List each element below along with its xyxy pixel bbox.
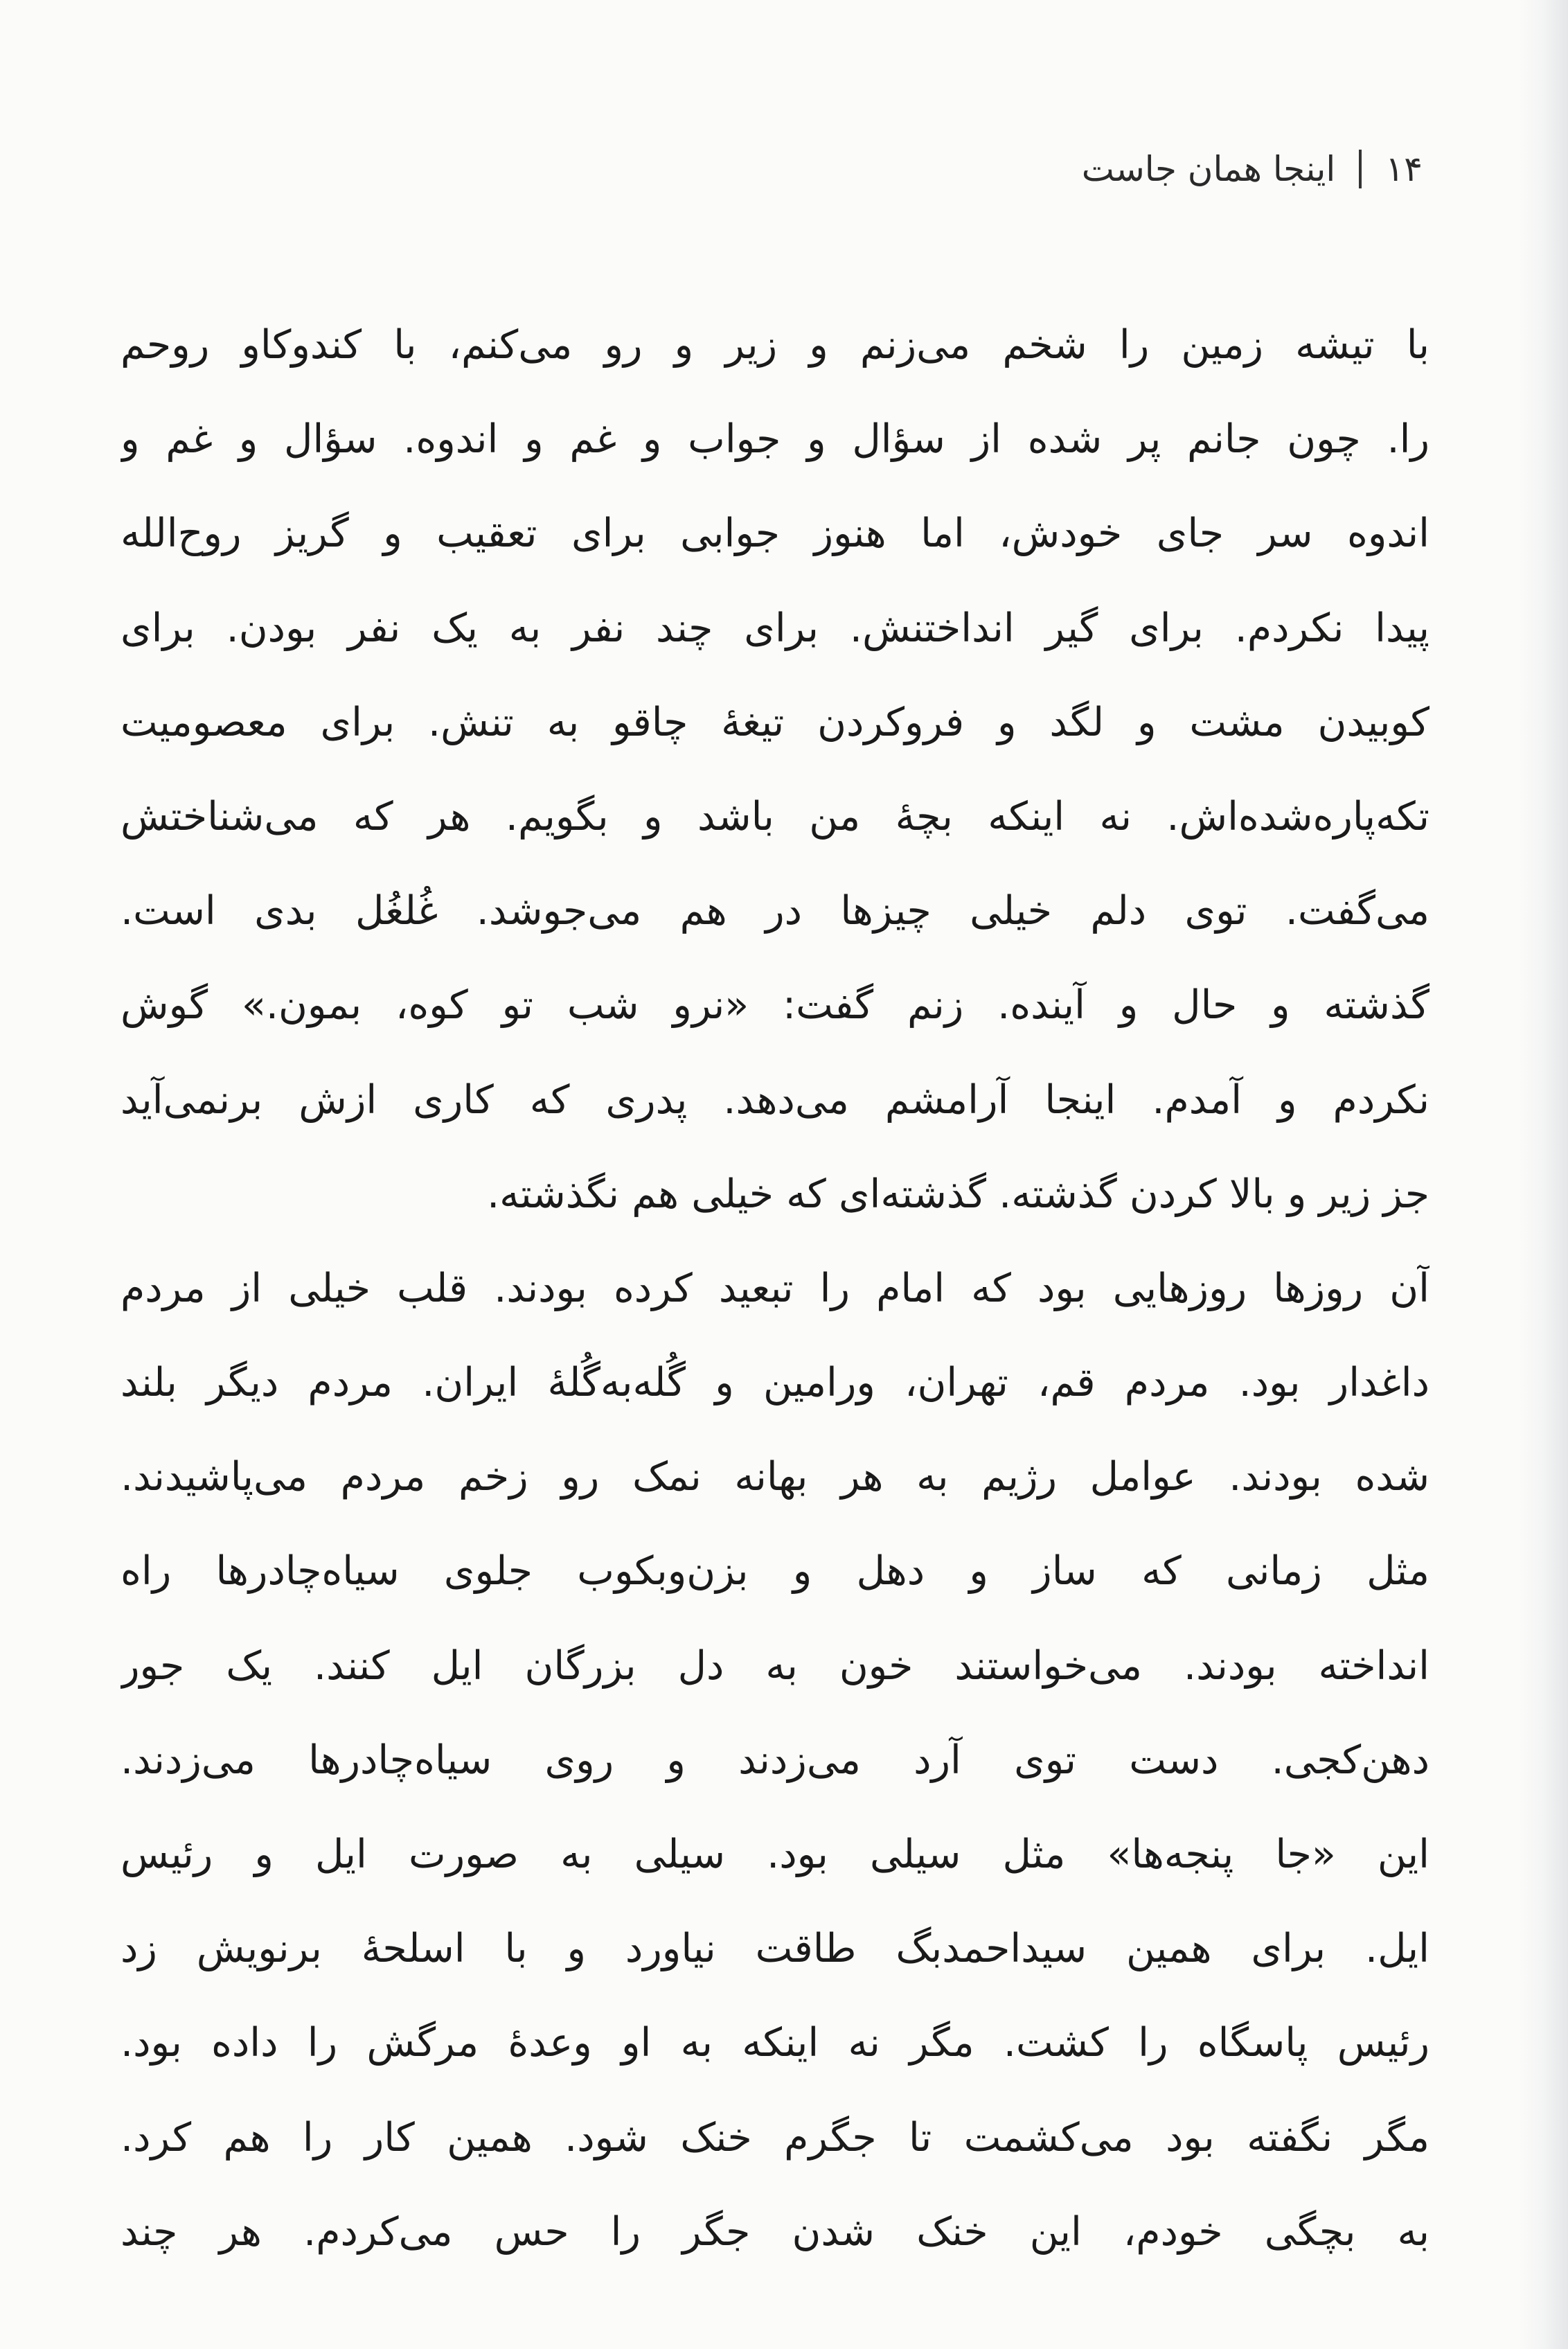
text-line: تکه‌پاره‌شده‌اش. نه اینکه بچهٔ من باشد و بگویم. هر که می‌شناختش (121, 793, 1429, 840)
text-line: دهن‌کجی. دست توی آرد می‌زدند و روی سیاه‌چادرها می‌زدند. (121, 1737, 1429, 1783)
text-line: ایل. برای همین سیداحمدبگ طاقت نیاورد و با اسلحهٔ برنویش زد (121, 1926, 1429, 1972)
text-line: مثل زمانی که ساز و دهل و بزن‌وبکوب جلوی سیاه‌چادرها راه (121, 1548, 1429, 1595)
text-line: کوبیدن مشت و لگد و فروکردن تیغهٔ چاقو به تنش. برای معصومیت (121, 699, 1429, 745)
text-line: می‌گفت. توی دلم خیلی چیزها در هم می‌جوشد. غُلغُل بدی است. (121, 888, 1429, 934)
text-line: این «جا پنجه‌ها» مثل سیلی بود. سیلی به صورت ایل و رئیس (121, 1832, 1429, 1877)
text-line: گذشته و حال و آینده. زنم گفت: «نرو شب تو کوه، بمون.» گوش (121, 982, 1429, 1029)
page-edge-shadow (1520, 0, 1568, 2349)
text-line: مگر نگفته بود می‌کشمت تا جگرم خنک شود. همین کار را هم کرد. (121, 2114, 1429, 2161)
text-line: رئیس پاسگاه را کشت. مگر نه اینکه به او وعدهٔ مرگش را داده بود. (121, 2020, 1429, 2066)
text-line: را. چون جانم پر شده از سؤال و جواب و غم و اندوه. سؤال و غم و (121, 416, 1429, 463)
text-line: به بچگی خودم، این خنک شدن جگر را حس می‌کردم. هر چند (121, 2208, 1429, 2255)
page-number: ۱۴ (1385, 149, 1423, 189)
body-text (121, 298, 1429, 2279)
text-line: انداخته بودند. می‌خواستند خون به دل بزرگان ایل کنند. یک جور (121, 1642, 1429, 1689)
text-line: با تیشه زمین را شخم می‌زنم و زیر و رو می‌کنم، با کندوکاو روحم (121, 322, 1429, 368)
text-line: داغدار بود. مردم قم، تهران، ورامین و گُله‌به‌گُلهٔ ایران. مردم دیگر بلند (121, 1360, 1429, 1406)
text-line: نکردم و آمدم. اینجا آرامشم می‌دهد. پدری که کاری ازش برنمی‌آید (121, 1076, 1429, 1123)
text-line: اندوه سر جای خودش، اما هنوز جوابی برای تعقیب و گریز روح‌الله (121, 511, 1429, 557)
running-title: اینجا همان جاست (1081, 149, 1336, 189)
header-separator (1359, 150, 1362, 188)
text-line: جز زیر و بالا کردن گذشته. گذشته‌ای که خیلی هم نگذشته. (487, 1171, 1429, 1217)
running-header (1082, 149, 1423, 189)
text-line: آن روزها روزهایی بود که امام را تبعید کرده بودند. قلب خیلی از مردم (121, 1265, 1429, 1311)
text-line: پیدا نکردم. برای گیر انداختنش. برای چند نفر به یک نفر بودن. برای (121, 605, 1429, 651)
text-line: شده بودند. عوامل رژیم به هر بهانه نمک رو زخم مردم می‌پاشیدند. (121, 1454, 1429, 1500)
